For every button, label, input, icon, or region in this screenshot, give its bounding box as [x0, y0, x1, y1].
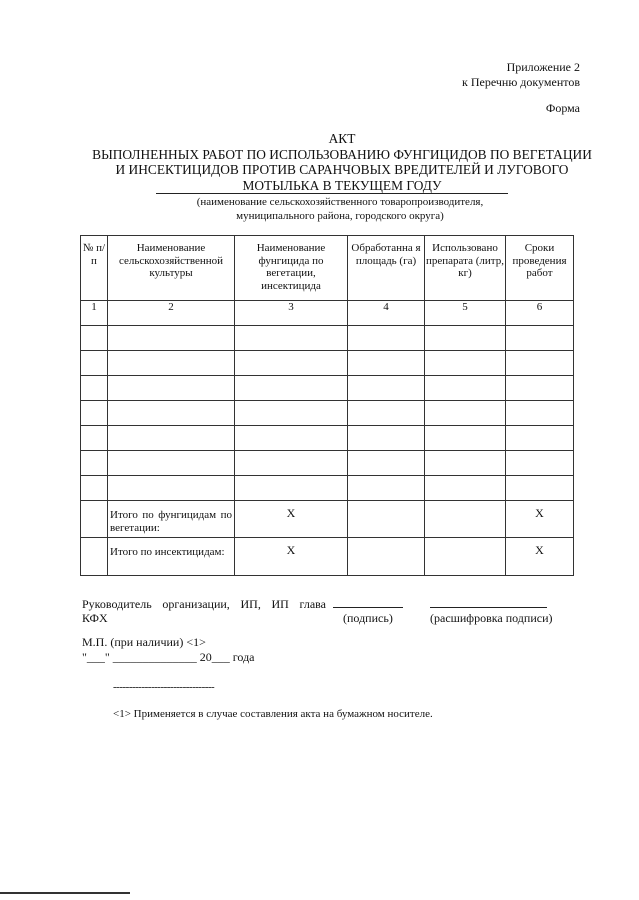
signature-decode-line[interactable] — [430, 607, 547, 608]
column-number: 5 — [425, 301, 506, 326]
table-row — [81, 326, 574, 351]
table-cell[interactable] — [425, 501, 506, 538]
column-number-row — [81, 301, 574, 326]
fungicide-total-x: X — [506, 501, 574, 538]
table-cell[interactable] — [348, 476, 425, 501]
table-cell[interactable] — [425, 451, 506, 476]
table-cell[interactable] — [425, 401, 506, 426]
table-cell[interactable] — [235, 351, 348, 376]
date-year: 20___ года — [199, 650, 255, 664]
document-title — [72, 131, 612, 193]
table-cell[interactable] — [108, 401, 235, 426]
header-cell: Наименование сельскохозяйственной культуры — [108, 236, 235, 301]
fungicide-total-label: Итого по фунгицидам по вегетации: — [108, 501, 235, 538]
table-cell[interactable] — [348, 401, 425, 426]
table-row — [81, 376, 574, 401]
table-cell[interactable] — [108, 451, 235, 476]
signature-decode-caption: (расшифровка подписи) — [430, 611, 553, 625]
works-table — [80, 235, 574, 576]
insecticide-total-label: Итого по инсектицидам: — [108, 538, 235, 576]
table-cell[interactable] — [108, 351, 235, 376]
table-cell[interactable] — [81, 451, 108, 476]
table-cell[interactable] — [348, 538, 425, 576]
column-number: 2 — [108, 301, 235, 326]
column-number: 4 — [348, 301, 425, 326]
table-cell[interactable] — [506, 426, 574, 451]
table-cell[interactable] — [235, 401, 348, 426]
table-cell[interactable] — [506, 451, 574, 476]
producer-name-line[interactable] — [156, 193, 508, 194]
fungicide-total-row — [81, 501, 574, 538]
table-cell[interactable] — [425, 476, 506, 501]
header-cell: Наименование фунгицида по вегетации, инсектицида — [235, 236, 348, 301]
table-cell[interactable] — [506, 476, 574, 501]
table-cell[interactable] — [348, 376, 425, 401]
table-cell[interactable] — [235, 451, 348, 476]
table-cell[interactable] — [425, 538, 506, 576]
header-cell: Обработанна я площадь (га) — [348, 236, 425, 301]
bottom-rule — [0, 892, 130, 894]
title-line: И ИНСЕКТИЦИДОВ ПРОТИВ САРАНЧОВЫХ ВРЕДИТЕЛЕЙ И ЛУГОВОГО — [115, 162, 569, 177]
table-cell[interactable] — [235, 376, 348, 401]
table-cell[interactable] — [81, 376, 108, 401]
table-cell[interactable] — [348, 451, 425, 476]
producer-hint — [70, 196, 610, 223]
table-cell — [81, 538, 108, 576]
signature-caption: (подпись) — [343, 611, 393, 625]
date-day[interactable]: "___" — [82, 650, 110, 664]
table-cell[interactable] — [81, 351, 108, 376]
appendix-number: Приложение 2 — [506, 60, 580, 74]
table-row — [81, 451, 574, 476]
table-row — [81, 476, 574, 501]
appendix-reference: к Перечню документов — [462, 75, 580, 89]
table-cell[interactable] — [425, 351, 506, 376]
title-line: ВЫПОЛНЕННЫХ РАБОТ ПО ИСПОЛЬЗОВАНИЮ ФУНГИЦИДОВ ПО ВЕГЕТАЦИИ — [92, 146, 592, 162]
title-line: АКТ — [328, 131, 356, 146]
table-cell[interactable] — [81, 426, 108, 451]
table-cell[interactable] — [81, 476, 108, 501]
footnote-separator: -------------------------------- — [113, 681, 215, 693]
form-label: Форма — [545, 101, 580, 115]
table-cell[interactable] — [108, 326, 235, 351]
table-cell[interactable] — [108, 476, 235, 501]
signer-title-line2: КФХ — [82, 611, 108, 625]
stamp-note: М.П. (при наличии) <1> — [82, 635, 206, 649]
table-cell[interactable] — [235, 326, 348, 351]
table-header-row — [81, 236, 574, 301]
table-cell[interactable] — [506, 401, 574, 426]
table-cell[interactable] — [348, 426, 425, 451]
table-row — [81, 401, 574, 426]
table-cell[interactable] — [506, 376, 574, 401]
table-cell[interactable] — [81, 401, 108, 426]
table-row — [81, 426, 574, 451]
table-cell[interactable] — [108, 376, 235, 401]
date-month[interactable]: ______________ — [112, 650, 197, 664]
fungicide-total-x: X — [235, 501, 348, 538]
table-cell[interactable] — [108, 426, 235, 451]
insecticide-total-x: X — [235, 538, 348, 576]
footnote-text: <1> Применяется в случае составления акта на бумажном носителе. — [113, 708, 433, 720]
table-cell[interactable] — [425, 376, 506, 401]
table-cell — [81, 501, 108, 538]
signature-line[interactable] — [333, 607, 403, 608]
date-line — [82, 650, 255, 665]
table-cell[interactable] — [235, 476, 348, 501]
signer-title-line1: Руководитель организации, ИП, ИП глава — [82, 597, 326, 611]
column-number: 6 — [506, 301, 574, 326]
table-cell[interactable] — [348, 351, 425, 376]
header-cell: Сроки проведения работ — [506, 236, 574, 301]
table-cell[interactable] — [506, 351, 574, 376]
table-cell[interactable] — [81, 326, 108, 351]
title-line: МОТЫЛЬКА В ТЕКУЩЕМ ГОДУ — [242, 177, 442, 193]
column-number: 3 — [235, 301, 348, 326]
table-cell[interactable] — [235, 426, 348, 451]
header-cell: Использовано препарата (литр, кг) — [425, 236, 506, 301]
hint-line: муниципального района, городского округа) — [236, 209, 444, 222]
table-cell[interactable] — [425, 426, 506, 451]
header-cell: № п/п — [81, 236, 108, 301]
hint-line: (наименование сельскохозяйственного товаропроизводителя, — [196, 196, 484, 208]
column-number: 1 — [81, 301, 108, 326]
table-row — [81, 351, 574, 376]
insecticide-total-x: X — [506, 538, 574, 576]
table-cell[interactable] — [506, 326, 574, 351]
insecticide-total-row — [81, 538, 574, 576]
table-cell[interactable] — [425, 326, 506, 351]
table-cell[interactable] — [348, 501, 425, 538]
table-cell[interactable] — [348, 326, 425, 351]
